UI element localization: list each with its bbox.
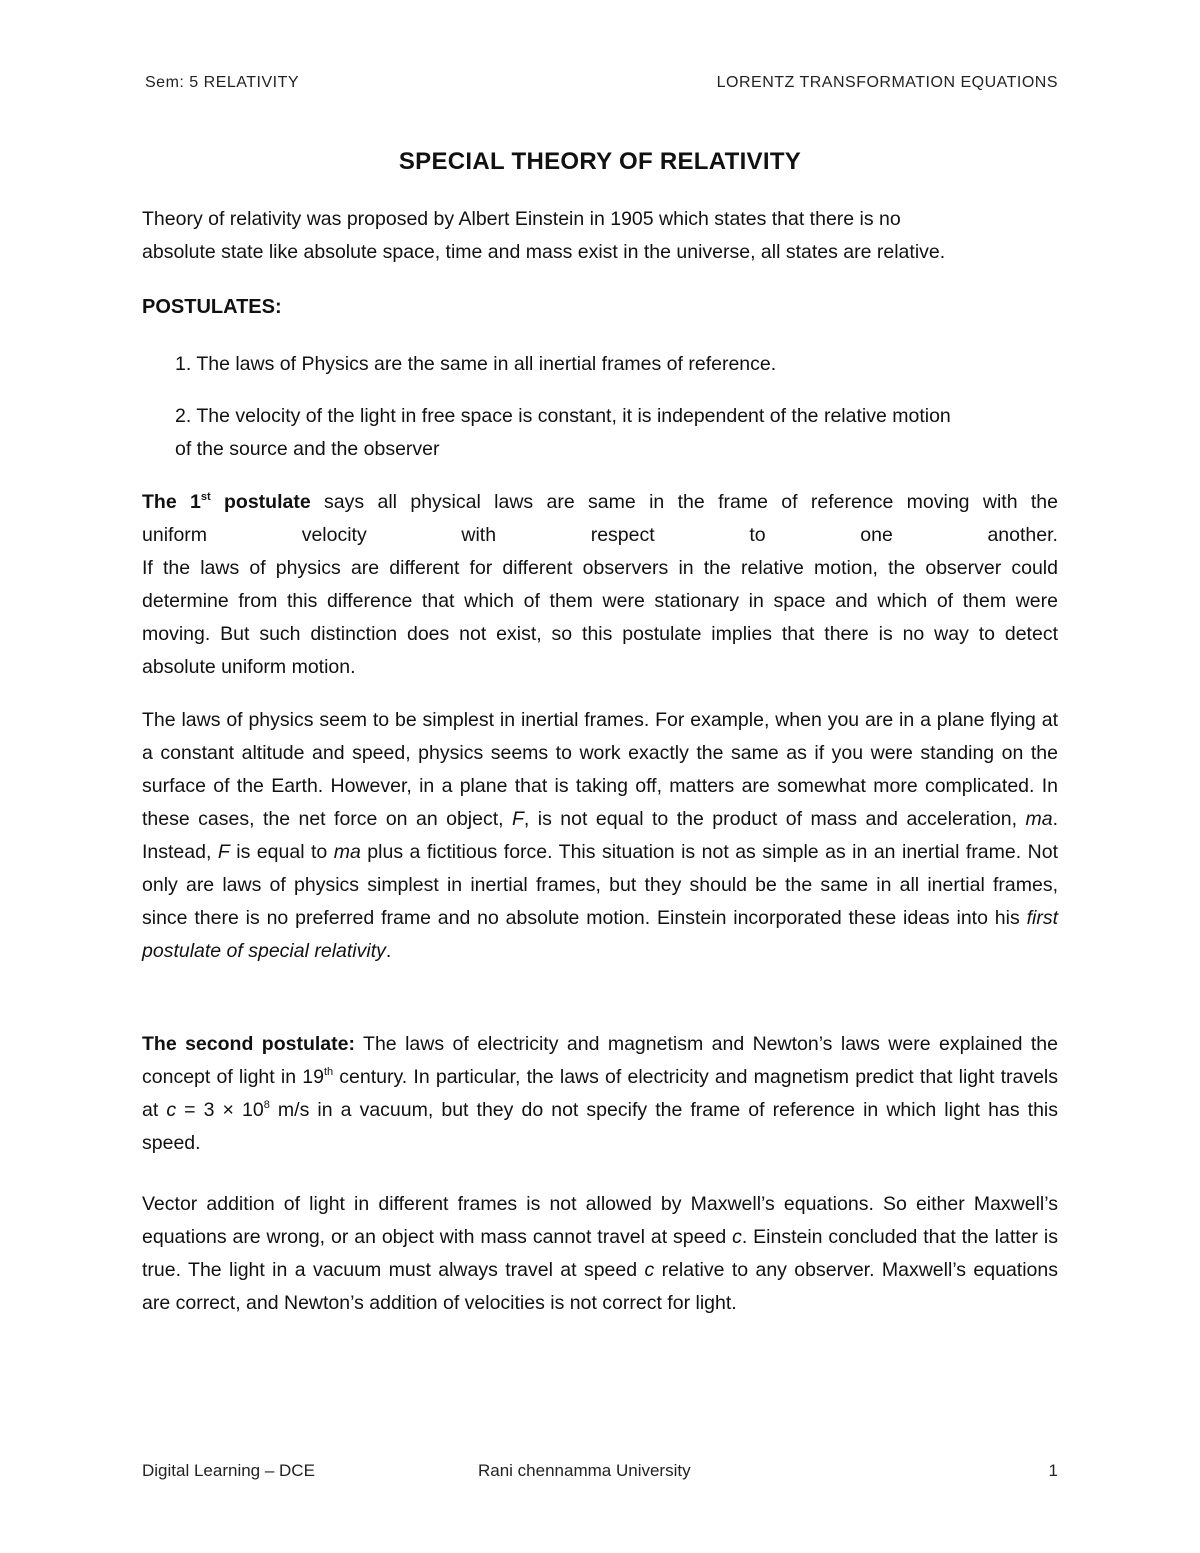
postulate-item-2-line-2: of the source and the observer <box>175 438 440 460</box>
intro-paragraph <box>142 203 1058 269</box>
inertial-frames-paragraph <box>142 704 1058 968</box>
word: velocity <box>301 524 367 546</box>
postulate-item-2-line-1: 2. The velocity of the light in free space is constant, it is independent of the relative motion <box>175 405 951 427</box>
word: to <box>749 524 766 546</box>
intro-line-1: Theory of relativity was proposed by Albert Einstein in 1905 which states that there is no <box>142 208 901 230</box>
footer-department: Digital Learning – DCE <box>142 1461 315 1480</box>
first-postulate-line-1 <box>142 486 1058 519</box>
postulates-heading: POSTULATES: <box>142 296 282 318</box>
first-postulate-body: If the laws of physics are different for different observers in the relative motion, the observer could determine from this difference that which of them were stationary in space and which of them were moving. But such distinction does not exist, so this postulate implies that there is no way to detect absolute uniform motion. <box>142 557 1058 678</box>
inertial-frames-text: The laws of physics seem to be simplest in inertial frames. For example, when you are in a plane flying at a constant altitude and speed, physics seems to work exactly the same as if you were standing on the surface of the Earth. However, in a plane that is taking off, matters are somewhat more complicated. In these cases, the net force on an object, F, is not equal to the product of mass and acceleration, ma. Instead, F is equal to ma plus a fictitious force. This situation is not as simple as in an inertial frame. Not only are laws of physics simplest in inertial frames, but they should be the same in all inertial frames, since there is no preferred frame and no absolute motion. Einstein incorporated these ideas into his first postulate of special relativity. <box>142 709 1058 962</box>
first-postulate-line-2 <box>142 519 1058 552</box>
postulate-item-2 <box>175 400 1059 466</box>
header-topic: LORENTZ TRANSFORMATION EQUATIONS <box>716 74 1058 91</box>
vector-addition-paragraph <box>142 1188 1058 1320</box>
footer-university: Rani chennamma University <box>478 1461 691 1480</box>
first-postulate-paragraph <box>142 486 1058 684</box>
second-postulate-paragraph <box>142 1028 1058 1160</box>
word: uniform <box>142 524 208 546</box>
intro-line-2: absolute state like absolute space, time and mass exist in the universe, all states are relative. <box>142 241 946 263</box>
page-title: SPECIAL THEORY OF RELATIVITY <box>398 148 802 175</box>
first-postulate-line-1-text: says all physical laws are same in the frame of reference moving with the <box>310 491 1058 513</box>
word: one <box>860 524 893 546</box>
second-postulate-text: The second postulate: The laws of electricity and magnetism and Newton’s laws were explained the concept of light in 19th century. In particular, the laws of electricity and magnetism predict that light travels at $c = 3 \times 10^8$ m/s in a vacuum, but they do not specify the frame of reference in which light has this speed. <box>142 1033 1059 1154</box>
second-postulate-label: The second postulate: <box>142 1033 355 1055</box>
vector-addition-text: Vector addition of light in different frames is not allowed by Maxwell’s equations. So either Maxwell’s equations are wrong, or an object with mass cannot travel at speed c. Einstein concluded that the latter is true. The light in a vacuum must always travel at speed c relative to any observer. Maxwell’s equations are correct, and Newton’s addition of velocities is not correct for light. <box>142 1193 1059 1314</box>
postulate-item-1: 1. The laws of Physics are the same in all inertial frames of reference. <box>175 353 777 375</box>
word: another. <box>987 524 1058 546</box>
first-postulate-label: The 1st postulate <box>142 491 311 513</box>
word: respect <box>590 524 655 546</box>
page-number: 1 <box>1048 1461 1058 1480</box>
first-postulate-phrase: first postulate of special relativity <box>142 907 1058 962</box>
word: with <box>461 524 497 546</box>
header-course: Sem: 5 RELATIVITY <box>145 74 300 91</box>
